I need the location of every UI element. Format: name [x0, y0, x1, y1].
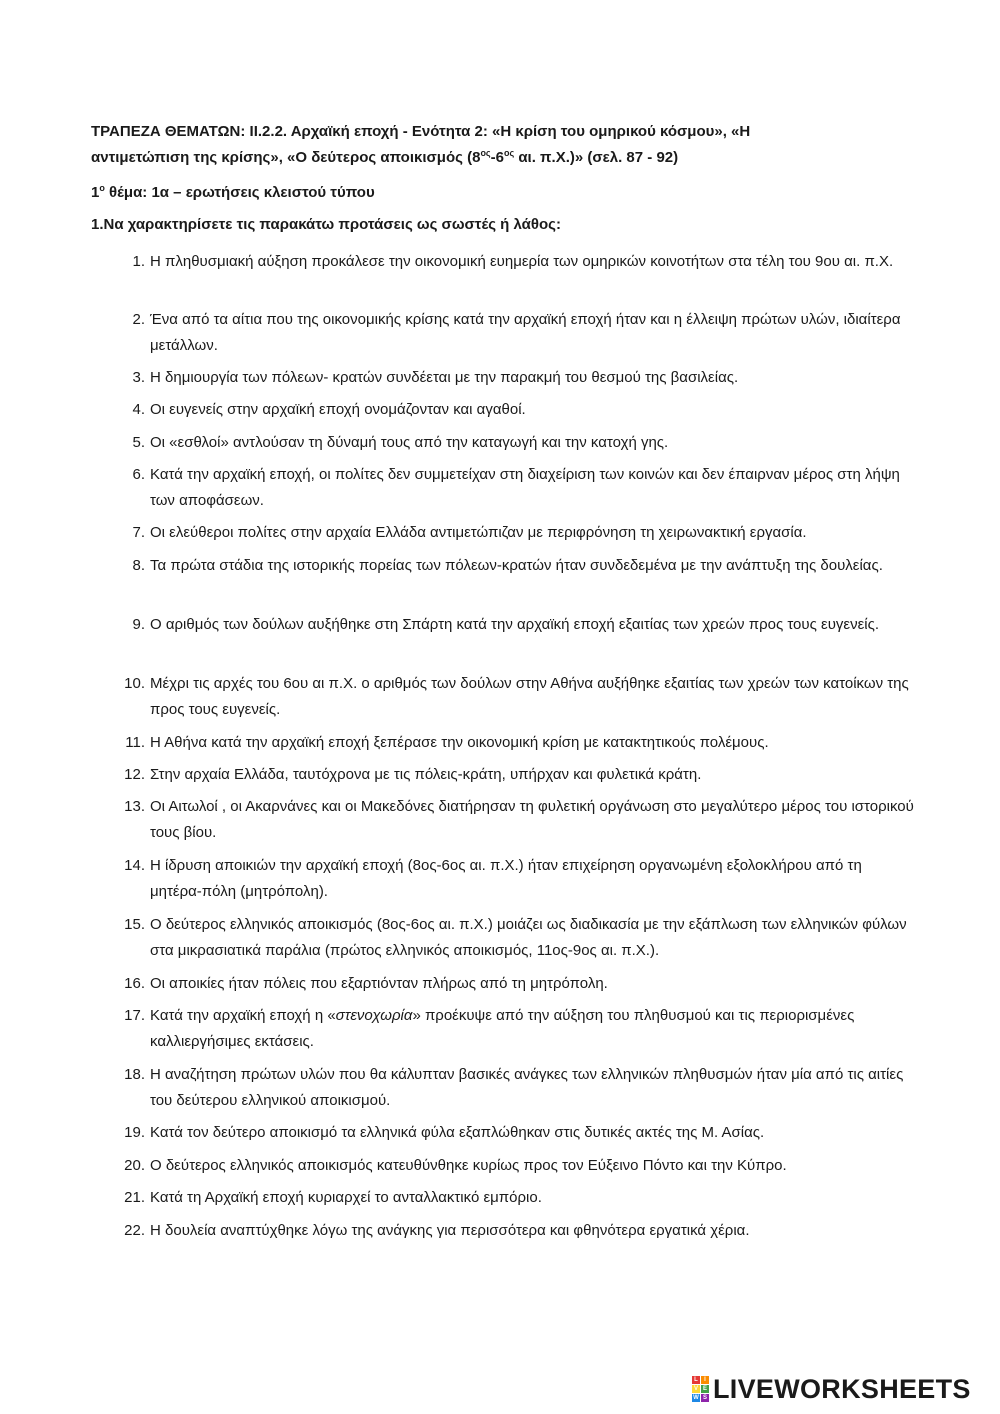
list-item: 18. Η αναζήτηση πρώτων υλών που θα κάλυπταν βασικές ανάγκες των ελληνικών πληθυσμών ήταν μία από τις αιτίες του δεύτερου ελληνικού αποικισμού. — [124, 1066, 904, 1109]
list-item: 8. Τα πρώτα στάδια της ιστορικής πορείας των πόλεων-κρατών ήταν συνδεδεμένα με την ανάπτυξη της δουλείας. — [132, 557, 883, 574]
list-item: 4. Οι ευγενείς στην αρχαϊκή εποχή ονομάζονταν και αγαθοί. — [132, 401, 526, 418]
brand-mark-cell: E — [702, 1386, 707, 1392]
list-item: 3. Η δημιουργία των πόλεων- κρατών συνδέεται με την παρακμή του θεσμού της βασιλείας. — [132, 369, 739, 386]
brand-mark-icon — [692, 1376, 709, 1402]
question-instruction: 1.Να χαρακτηρίσετε τις παρακάτω προτάσεις ως σωστές ή λάθος: — [91, 216, 561, 233]
list-item: 2. Ένα από τα αίτια που της οικονομικής κρίσης κατά την αρχαϊκή εποχή ήταν και η έλλειψη πρώτων υλών, ιδιαίτερα μετάλλων. — [132, 311, 901, 354]
list-item: 12. Στην αρχαία Ελλάδα, ταυτόχρονα με τις πόλεις-κράτη, υπήρχαν και φυλετικά κράτη. — [124, 766, 702, 783]
list-item: 10. Μέχρι τις αρχές του 6ου αι π.Χ. ο αριθμός των δούλων στην Αθήνα αυξήθηκε εξαιτίας των χρεών των κατοίκων της προς τους ευγενείς. — [124, 675, 909, 718]
list-item: 19. Κατά τον δεύτερο αποικισμό τα ελληνικά φύλα εξαπλώθηκαν στις δυτικές ακτές της Μ. Ασίας. — [124, 1124, 765, 1141]
brand-mark-cell: W — [693, 1395, 699, 1401]
list-item: 21. Κατά τη Αρχαϊκή εποχή κυριαρχεί το ανταλλακτικό εμπόριο. — [124, 1189, 542, 1206]
brand-mark-cell: S — [702, 1395, 707, 1401]
brand-mark-cell: V — [693, 1386, 698, 1392]
list-item: 9. Ο αριθμός των δούλων αυξήθηκε στη Σπάρτη κατά την αρχαϊκή εποχή εξαιτίας των χρεών προς τους ευγενείς. — [132, 616, 879, 633]
header-line-1: ΤΡΑΠΕΖΑ ΘΕΜΑΤΩΝ: ΙΙ.2.2. Αρχαϊκή εποχή - Ενότητα 2: «Η κρίση του ομηρικού κόσμου», «Η — [91, 123, 751, 140]
list-item: 20. Ο δεύτερος ελληνικός αποικισμός κατευθύνθηκε κυρίως προς τον Εύξεινο Πόντο και την Κύπρο. — [124, 1157, 787, 1174]
document-header — [91, 119, 911, 171]
list-item: 6. Κατά την αρχαϊκή εποχή, οι πολίτες δεν συμμετείχαν στη διαχείριση των κοινών και δεν έπαιρναν μέρος στη λήψη των αποφάσεων. — [132, 466, 900, 509]
list-item: 15. Ο δεύτερος ελληνικός αποικισμός (8ος-6ος αι. π.Χ.) μοιάζει ως διαδικασία με την εξάπλωση των ελληνικών φύλων στα μικρασιατικά παράλια (πρώτος ελληνικός αποικισμός, 11ος-9ος αι. π.Χ.). — [124, 916, 907, 959]
list-item: 1. Η πληθυσμιακή αύξηση προκάλεσε την οικονομική ευημερία των ομηρικών κοινοτήτων στα τέλη του 9ου αι. π.Χ. — [132, 253, 894, 270]
list-item: 11. Η Αθήνα κατά την αρχαϊκή εποχή ξεπέρασε την οικονομική κρίση με κατακτητικούς πολέμους. — [125, 734, 769, 751]
brand-mark-cell: L — [692, 1376, 700, 1384]
brand-mark-cell: I — [701, 1376, 709, 1384]
list-item: 13. Οι Αιτωλοί , οι Ακαρνάνες και οι Μακεδόνες διατήρησαν τη φυλετική οργάνωση στο μεγαλύτερο μέρος του ιστορικού τους βίου. — [124, 798, 914, 841]
liveworksheets-logo[interactable] — [692, 1374, 971, 1404]
list-item: 5. Οι «εσθλοί» αντλούσαν τη δύναμή τους από την καταγωγή και την κατοχή γης. — [132, 434, 669, 451]
list-item: 16. Οι αποικίες ήταν πόλεις που εξαρτιόνταν πλήρως από τη μητρόπολη. — [124, 975, 608, 992]
list-item: 17. Κατά την αρχαϊκή εποχή η «στενοχωρία» προέκυψε από την αύξηση του πληθυσμού και τις περιορισμένες καλλιεργήσιμες εκτάσεις. — [124, 1007, 855, 1050]
header-line-2: αντιμετώπιση της κρίσης», «Ο δεύτερος αποικισμός ($8^{o\varsigma}-6^{o\varsigma}$ αι. π.Χ.)» (σελ. 87 - 92) — [91, 148, 679, 166]
list-item: 7. Οι ελεύθεροι πολίτες στην αρχαία Ελλάδα αντιμετώπιζαν με περιφρόνηση τη χειρωνακτική εργασία. — [132, 524, 807, 541]
list-item: 14. Η ίδρυση αποικιών την αρχαϊκή εποχή (8ος-6ος αι. π.Χ.) ήταν επιχείρηση οργανωμένη εξολοκλήρου από τη μητέρα-πόλη (μητρόπολη). — [124, 857, 862, 900]
list-item: 22. Η δουλεία αναπτύχθηκε λόγω της ανάγκης για περισσότερα και φθηνότερα εργατικά χέρια. — [124, 1222, 750, 1239]
section-title: $1^o$ θέμα: 1α – ερωτήσεις κλειστού τύπου — [91, 183, 375, 201]
brand-name: LIVEWORKSHEETS — [713, 1373, 971, 1404]
